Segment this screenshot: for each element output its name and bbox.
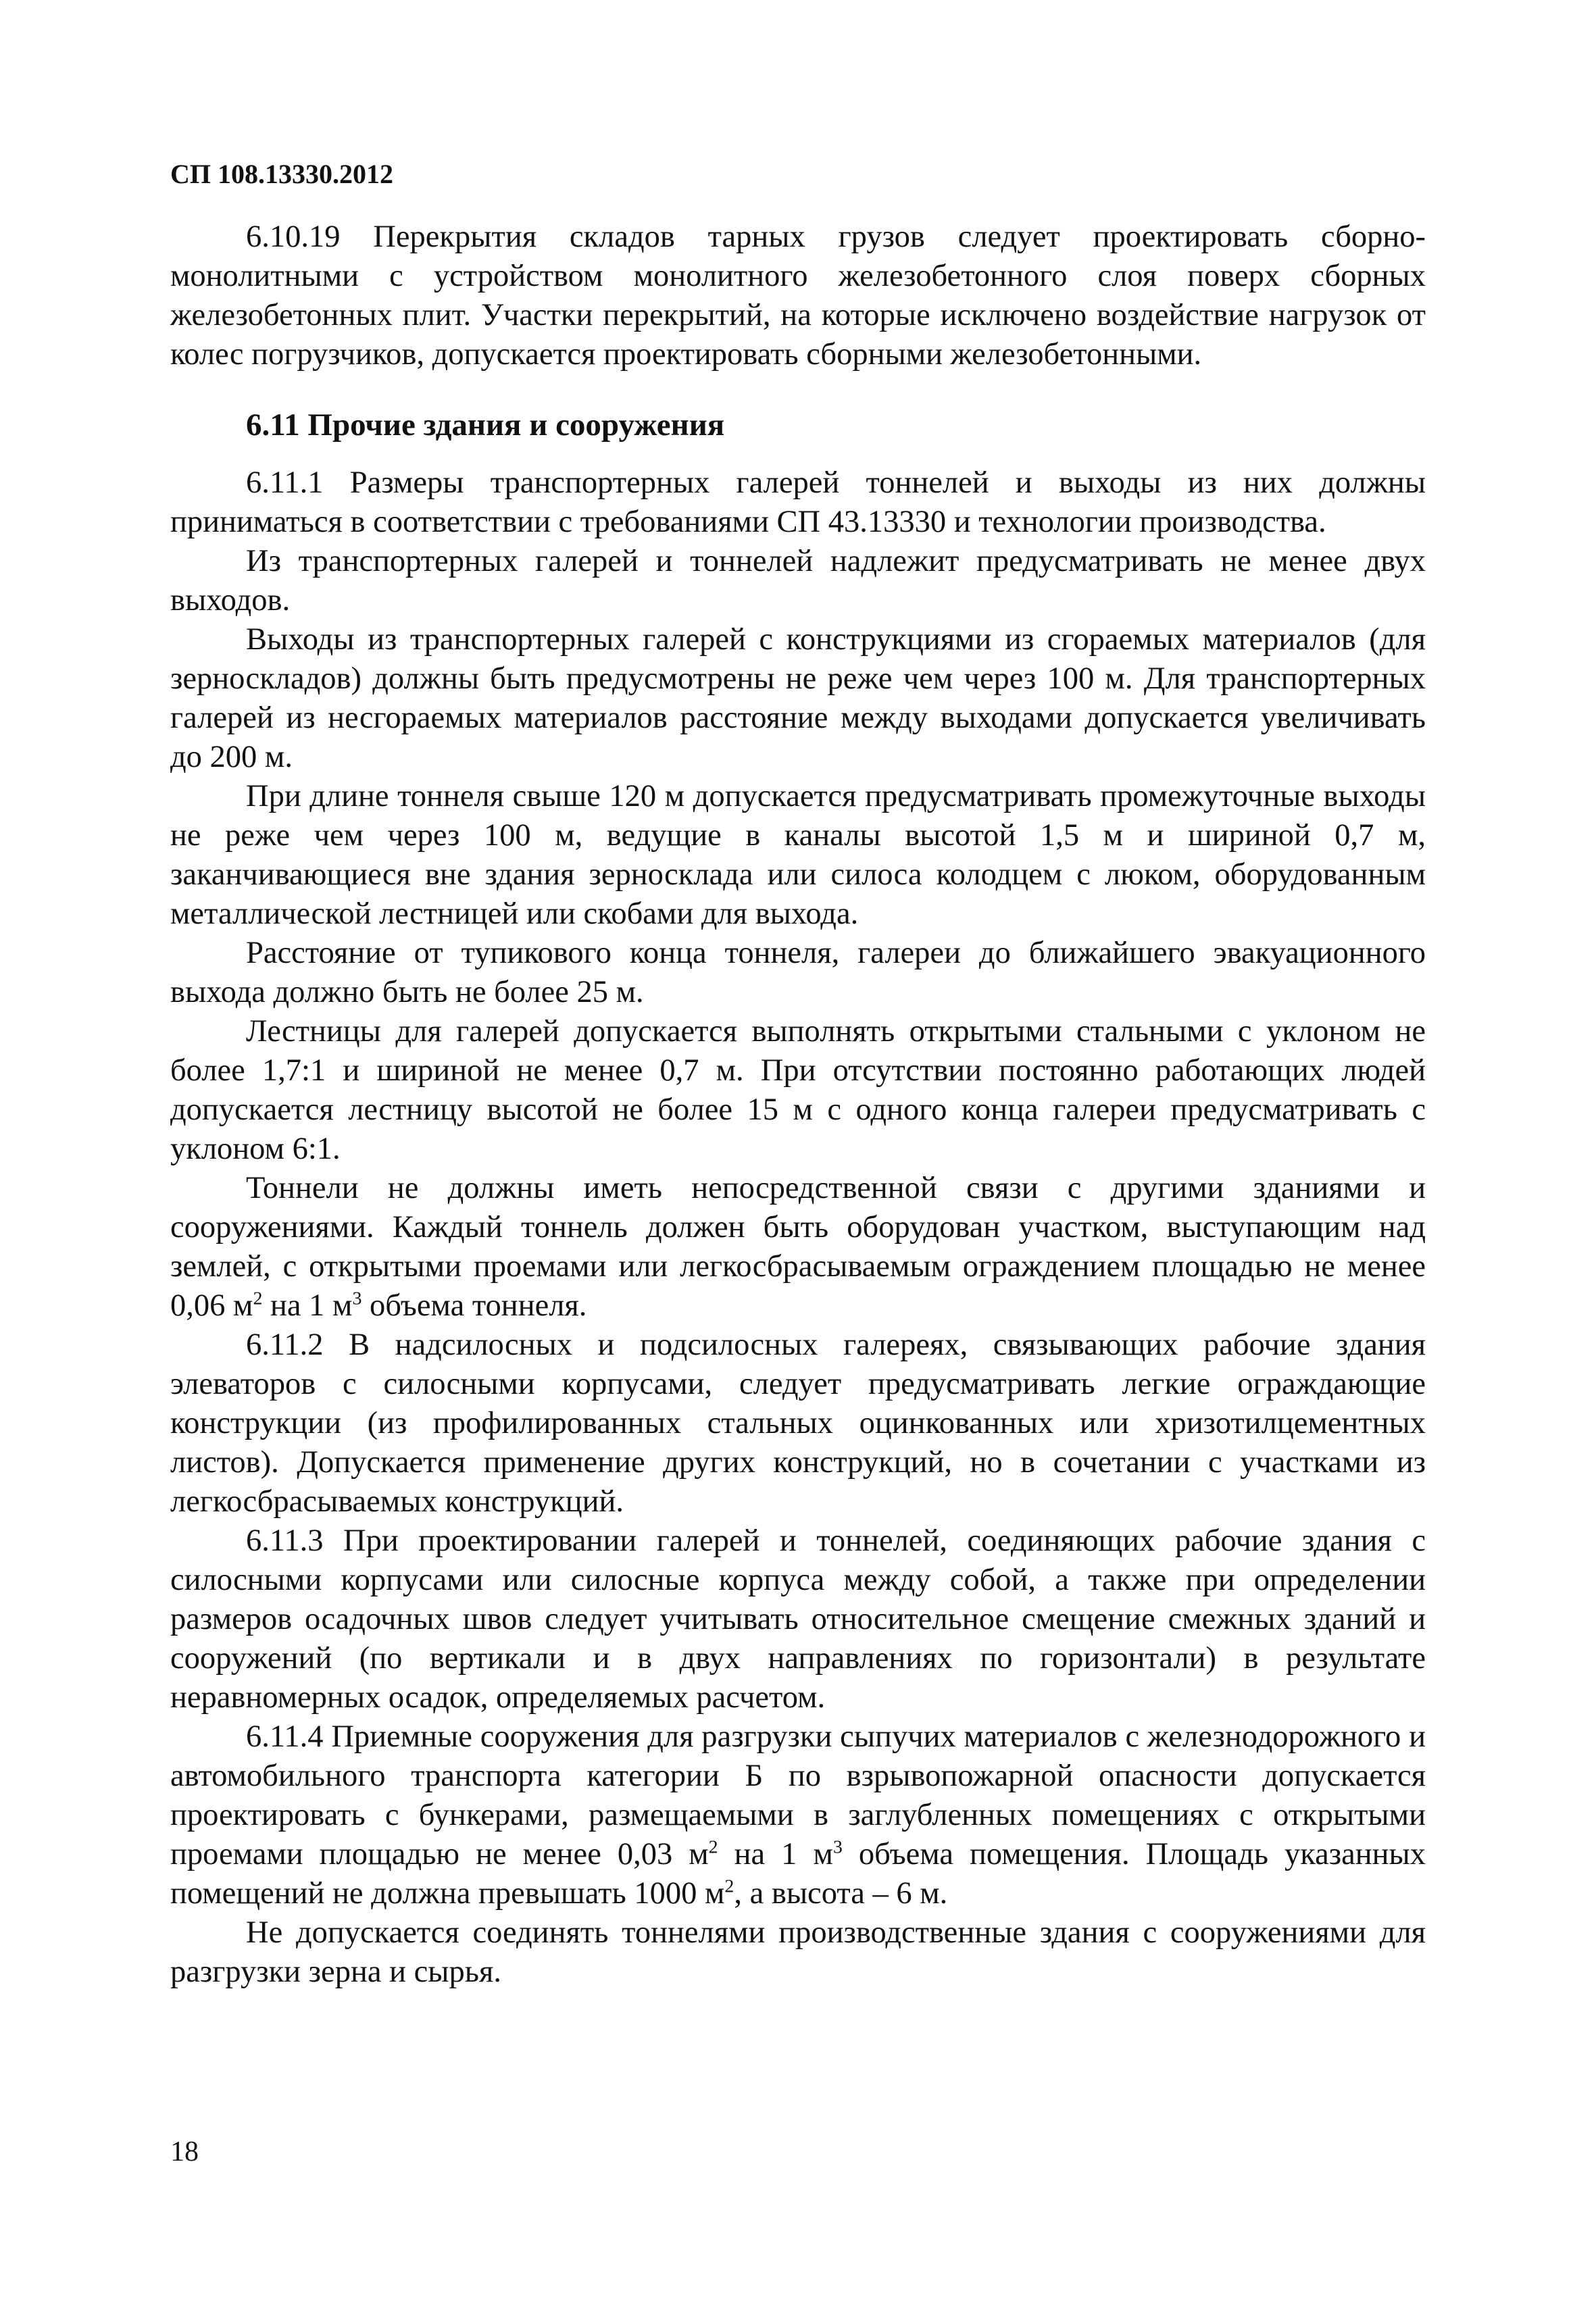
document-code: СП 108.13330.2012 — [170, 159, 393, 189]
text-run: 6.11.4 Приемные сооружения для разгрузки сыпучих материалов с железнодорожного и автомобильного транспорта категории Б по взрывопожарной опасности допускается проектировать с бункерами, размещаемыми в заглубленных помещениях с открытыми проемами площадью не менее 0,03 м — [170, 1719, 1426, 1871]
paragraph-6-11-4 — [170, 1717, 1426, 1913]
paragraph-tunnels — [170, 1169, 1426, 1326]
paragraph-exits-distance: Выходы из транспортерных галерей с конструкциями из сгораемых материалов (для зерноскладов) должны быть предусмотрены не реже чем через 100 м. Для транспортерных галерей из несгораемых материалов расстояние между выходами допускается увеличивать до 200 м. — [170, 622, 1426, 774]
section-title-6-11: 6.11 Прочие здания и сооружения — [246, 407, 725, 443]
paragraph-6-11-3: 6.11.3 При проектировании галерей и тоннелей, соединяющих рабочие здания с силосными корпусами или силосные корпуса между собой, а также при определении размеров осадочных швов следует учитывать относительное смещение смежных зданий и сооружений (по вертикали и в двух направлениях по горизонтали) в результате неравномерных осадок, определяемых расчетом. — [170, 1524, 1426, 1715]
paragraph-stairs: Лестницы для галерей допускается выполнять открытыми стальными с уклоном не более 1,7:1 и шириной не менее 0,7 м. При отсутствии постоянно работающих людей допускается лестницу высотой не более 15 м с одного конца галереи предусматривать с уклоном 6:1. — [170, 1014, 1426, 1166]
paragraph-6-10-19: 6.10.19 Перекрытия складов тарных грузов следует проектировать сборно-монолитными с устройством монолитного железобетонного слоя поверх сборных железобетонных плит. Участки перекрытий, на которые исключено воздействие нагрузок от колес погрузчиков, допускается проектировать сборными железобетонными. — [170, 220, 1426, 372]
text-run: , а высота – 6 м. — [734, 1876, 948, 1911]
superscript: 3 — [832, 1836, 843, 1858]
superscript: 2 — [708, 1836, 718, 1858]
paragraph-exits-count: Из транспортерных галерей и тоннелей надлежит предусматривать не менее двух выходов. — [170, 544, 1426, 618]
superscript: 2 — [724, 1876, 734, 1897]
paragraph-dead-end: Расстояние от тупикового конца тоннеля, галереи до ближайшего эвакуационного выхода должно быть не более 25 м. — [170, 936, 1426, 1009]
superscript: 2 — [253, 1288, 263, 1309]
document-page — [170, 155, 1426, 1992]
paragraph-6-11-2: 6.11.2 В надсилосных и подсилосных галереях, связывающих рабочие здания элеваторов с силосными корпусами, следует предусматривать легкие ограждающие конструкции (из профилированных стальных оцинкованных или хризотилцементных листов). Допускается применение других конструкций, но в сочетании с участками из легкосбрасываемых конструкций. — [170, 1328, 1426, 1519]
paragraph-no-connect: Не допускается соединять тоннелями производственные здания с сооружениями для разгрузки зерна и сырья. — [170, 1915, 1426, 1989]
text-run: объема тоннеля. — [361, 1288, 587, 1323]
page-number: 18 — [170, 2136, 199, 2167]
superscript: 3 — [352, 1288, 362, 1309]
text-run: объема помещения. Площадь указанных помещений не должна превышать 1000 м — [170, 1837, 1426, 1911]
text-run: на 1 м — [718, 1837, 833, 1871]
text-run: на 1 м — [262, 1288, 353, 1323]
paragraph-tunnel-length: При длине тоннеля свыше 120 м допускается предусматривать промежуточные выходы не реже чем через 100 м, ведущие в каналы высотой 1,5 м и шириной 0,7 м, заканчивающиеся вне здания зерносклада или силоса колодцем с люком, оборудованным металлической лестницей или скобами для выхода. — [170, 779, 1426, 931]
text-run: Тоннели не должны иметь непосредственной связи с другими зданиями и сооружениями. Каждый тоннель должен быть оборудован участком, выступающим над землей, с открытыми проемами или легкосбрасываемым ограждением площадью не менее 0,06 м — [170, 1171, 1426, 1323]
paragraph-6-11-1: 6.11.1 Размеры транспортерных галерей тоннелей и выходы из них должны приниматься в соответствии с требованиями СП 43.13330 и технологии производства. — [170, 466, 1426, 539]
